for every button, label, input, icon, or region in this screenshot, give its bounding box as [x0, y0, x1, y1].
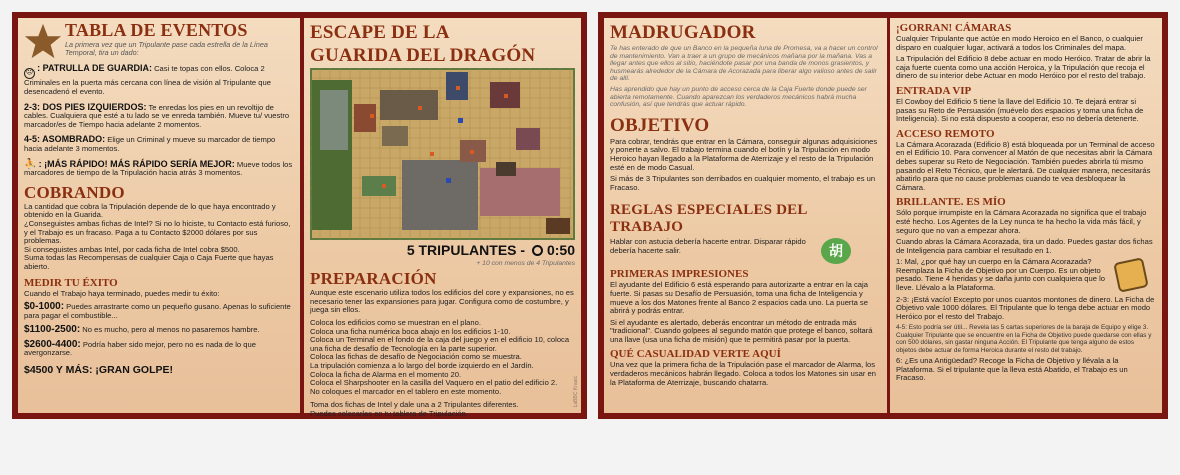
primeras-p1: El ayudante del Edificio 6 está esperando para autorizarte a entrar en la caja fuerte. Si pasas su Desafío de Persuasión, toma una ficha de Inteligencia y mueve a los dos Matones frente al Banco 2 espacios cada uno. La puerta se abrirá y podrás entrar.	[610, 280, 868, 316]
prep-line-2: Coloca una ficha numérica boca abajo en los edificios 1-10.	[310, 326, 511, 336]
prep-line-4: Coloca las fichas de desafío de Negociación como se muestra.	[310, 352, 522, 362]
crew-time: 0:50	[546, 242, 575, 258]
right-column-rules	[890, 18, 1162, 413]
event-2	[24, 103, 294, 130]
left-page	[12, 12, 587, 419]
event-1	[24, 64, 294, 96]
vip-title: ENTRADA VIP	[896, 84, 972, 97]
event-3-text: Elige un Criminal y mueve su marcador de tiempo hacia adelante 3 momentos.	[24, 135, 276, 153]
prep-line-7: Coloca el Sharpshooter en la casilla del Vaquero en el patio del edificio 2.	[310, 378, 558, 388]
speech-badge-icon	[821, 238, 851, 264]
face-icon: ☹	[24, 68, 35, 79]
map-board	[310, 68, 575, 240]
cobrando-line-4: Suma todas las Recompensas de cualquier Caja o Caja Fuerte que hayas abierto.	[24, 253, 274, 271]
prep-line-5: La tripulación comienza a lo largo del borde izquierdo en el Jardín.	[310, 360, 534, 370]
escape-title-line-1: ESCAPE DE LA	[310, 22, 450, 43]
tier-2-text: No es mucho, pero al menos no pasaremos hambre.	[82, 325, 260, 335]
primeras-title: PRIMERAS IMPRESIONES	[610, 268, 749, 281]
objetivo-title: OBJETIVO	[610, 114, 710, 136]
casualidad-p: Una vez que la primera ficha de la Tripulación pase el marcador de Alarma, los verdaderos mecánicos habrán llegado. Coloca a todos los Matones sin usar en la Plataforma de Aterrizaje, buscando chatarra.	[610, 360, 876, 387]
tier-4-amount: $4500 Y MÁS: ¡GRAN GOLPE!	[24, 364, 173, 377]
tier-1	[24, 303, 294, 320]
cobrando-line-2: ¿Conseguistes ambas fichas de Intel? Si no lo hiciste, tu Contacto está furioso, y el Trabajo es un fracaso. Paga a tu Contacto $2000 dólares por sus problemas.	[24, 218, 291, 246]
right-column-main	[604, 18, 887, 413]
event-3	[24, 135, 294, 153]
clock-icon	[532, 245, 543, 256]
exito-intro: Cuando el Trabajo haya terminado, puedes medir tu éxito:	[24, 288, 220, 298]
brillante-r2: 2-3: ¡Está vacío! Excepto por unos cuantos montones de dinero. La Ficha de Objetivo vale 1000 dólares. El Tripulante que lo tenga debe actuar en modo Heróico por el resto del Trabajo.	[896, 294, 1155, 321]
scenario-map	[310, 68, 575, 240]
reglas-intro: Hablar con astucia debería hacerte entrar. Disparar rápido debería hacerte salir.	[610, 237, 806, 255]
casualidad-title: QUÉ CASUALIDAD VERTE AQUÍ	[610, 348, 781, 361]
prep-end-2: Puedes colocarlas en tu tablero de Tripulación.	[310, 408, 468, 418]
objetivo-p2: Si más de 3 Tripulantes son derribados en cualquier momento, el trabajo es un Fracaso.	[610, 174, 876, 192]
brillante-r4: 6: ¿Es una Antigüedad? Recoge la Ficha de Objetivo y llévala a la Plataforma. Si el tripulante que la lleva está Abatido, el Trabajo es un Fracaso.	[896, 356, 1128, 383]
tier-1-text: Puedes arrastrarte como un pequeño gusano. Apenas lo suficiente para pagar el combustible...	[24, 302, 291, 320]
objetivo-p1: Para cobrar, tendrás que entrar en la Cámara, conseguir algunas adquisiciones y ponerte a salvo. El trabajo termina cuando el botín y la Tripulación en modo Heroico hayan llegado a la Plataforma de Aterrizaje y el resto de la Tripulación esté en de modo Casual.	[610, 136, 878, 172]
remoto-p: La Cámara Acorazada (Edificio 8) está bloqueada por un Terminal de acceso en el Edificio 10. Para convencer al Matón de que necesitas abrir la Cámara debes superar su Reto de Negociación. También puedes abrirla tú mismo pasando el Reto Técnico, que le alertará. De cualquier manera, necesitarás abatirlo para que no cause problemas cuando te vea desbloquear la Cámara.	[896, 139, 1155, 192]
madrugador-flavor-1: Te has enterado de que un Banco en la pequeña luna de Promesa, va a hacer un control de mantenimiento. Van a traer a un grupo de mecánicos mañana por la mañana. Vas a llegar antes que ellos al sitio, haciéndote pasar por una banda de monos grasientos, y husmearás alrededor de la Cámara de Acorazada para liberar algo valioso antes de salir de allí.	[610, 45, 878, 83]
cobrando-line-3: Si conseguistes ambas Intel, por cada ficha de Intel cobra $500.	[24, 244, 240, 254]
speech-badge-glyph: 胡	[829, 243, 843, 260]
runner-icon: ⛹	[24, 158, 37, 170]
tier-3-text: Podría haber sido mejor, pero no es nada de lo que avergonzarse.	[24, 339, 256, 358]
right-page	[598, 12, 1168, 419]
event-1-text: Casi te topas con ellos. Coloca 2 Criminales en la puerta más cercana con línea de visión al Tripulante que desencadenó el evento.	[24, 64, 271, 96]
brillante-r3: 4-5: Esto podría ser útil... Revela las 5 cartas superiores de la baraja de Equipo y elige 3. Cualquier Tripulante que se encuentre en la Ficha de Objetivo puede quedarse con ellas y con 500 dólares, sin gastar ninguna Acción. El Tripulante que tenga alguno de estos objetos debe actuar de forma Heroica durante el resto del trabajo.	[896, 324, 1152, 354]
reglas-intro-row	[610, 238, 881, 264]
event-4-text: Mueve todos los marcadores de tiempo de la Tripulación hacia atrás 3 momentos.	[24, 159, 293, 178]
tier-2	[24, 326, 294, 335]
madrugador-title: MADRUGADOR	[610, 22, 756, 43]
body-token-icon	[1113, 257, 1149, 293]
brillante-r1: 1: Mal, ¿por qué hay un cuerpo en la Cámara Acorazada? Reemplaza la Ficha de Objetivo por un Cuerpo. Es un objeto pesado. Tiene 4 heridas y se daña junto con cualquiera que lo lleve. Llévalo a la Plataforma.	[896, 257, 1105, 293]
prep-end	[310, 401, 575, 418]
remoto-title: ACCESO REMOTO	[896, 127, 995, 140]
event-2-text: Te enredas los pies en un revoltijo de cables. Cualquiera que esté a tu lado se ve enreda también. Mueve tu/ vuestro marcador/es de Tiempo hacia adelante 2 momentos.	[24, 102, 290, 129]
tier-2-amount: $1100-2500:	[24, 324, 81, 336]
event-2-label: 2-3: DOS PIES IZQUIERDOS:	[24, 101, 147, 112]
tier-1-amount: $0-1000:	[24, 301, 65, 313]
prep-line-8: No coloques el marcador en el tablero en este momento.	[310, 386, 502, 396]
prep-list	[310, 319, 575, 396]
credit-text: LaBBC Kraaic	[573, 375, 579, 407]
cobrando-title: COBRANDO	[24, 182, 125, 202]
gorra-title: ¡GORRAN! CÁMARAS	[896, 22, 1012, 34]
tier-3	[24, 338, 294, 358]
left-column-escape	[304, 18, 581, 418]
prep-line-3: Coloca un Terminal en el fondo de la caja del juego y en el edificio 10, coloca una ficha de desafío de Tecnología en la parte superior.	[310, 335, 570, 353]
gorra-p2: La Tripulación del Edificio 8 debe actuar en modo Heróico. Tratar de abrir la caja fuerte cuenta como una acción Heroica, y la Tripulación que recoja el dinero de su interior debe Actuar en modo Heróico por el resto del trabajo.	[896, 54, 1151, 81]
event-3-label: 4-5: ASOMBRADO:	[24, 134, 106, 145]
crew-line	[310, 242, 575, 260]
tabla-title: TABLA DE EVENTOS	[65, 20, 248, 40]
event-4-label: : ¡MÁS RÁPIDO! MÁS RÁPIDO SERÍA MEJOR:	[38, 158, 235, 169]
prep-end-1: Toma dos fichas de Intel y dale una a 2 Tripulantes diferentes.	[310, 400, 519, 410]
event-1-label: : PATRULLA DE GUARDIA:	[37, 63, 152, 74]
brillante-p1: Sólo porque irrumpiste en la Cámara Acorazada no significa que el trabajo esté hecho. Los Agentes de la Ley nunca te ha hecho la vida más fácil, y seguro que no van a empezar ahora.	[896, 208, 1147, 235]
madrugador-flavor-2: Has aprendido que hay un punto de acceso cerca de la Caja Fuerte donde puede ser abierta remotamente. Cuando aparezcan los verdaderos mecánicos habrá mucha confusión, así que tendrás que actuar rápido.	[610, 85, 867, 109]
crew-count: 5 TRIPULANTES -	[406, 242, 526, 258]
vip-p: El Cowboy del Edificio 5 tiene la llave del Edificio 10. Te dejará entrar si pasas su Reto de Persuasión (muévelo dos espacios y toma una ficha de Inteligencia). Si no está dispuesto a cooperar, eso no debería detenerte.	[896, 96, 1144, 124]
tier-4	[24, 366, 294, 376]
brillante-title: BRILLANTE. ES MÍO	[896, 196, 1006, 209]
prep-line-6: Coloca la ficha de Alarma en el momento 20.	[310, 369, 462, 379]
prep-title: PREPARACIÓN	[310, 269, 437, 289]
reglas-title: REGLAS ESPECIALES DEL TRABAJO	[610, 202, 807, 236]
cobrando-line-1: La cantidad que cobra la Tripulación depende de lo que haya encontrado y obtenido en la Guarida.	[24, 201, 276, 220]
crew-note: + 10 con menos de 4 Tripulantes	[476, 260, 575, 267]
prep-line-1: Coloca los edificios como se muestran en el plano.	[310, 317, 481, 327]
escape-title-line-2: GUARIDA DEL DRAGÓN	[310, 45, 536, 66]
primeras-p2: Si el ayudante es alertado, deberás encontrar un método de entrada más "tradicional". Cuando golpees al segundo matón que protege el banco, soltará una llave (usa una ficha de misión) que te permitirá pasar por la puerta.	[610, 317, 873, 344]
tier-3-amount: $2600-4400:	[24, 338, 81, 350]
exito-title: MEDIR TU ÉXITO	[24, 276, 118, 289]
brillante-p2: Cuando abras la Cámara Acorazada, tira un dado. Puedes gastar dos fichas de Inteligencia para cambiar el resultado en 1.	[896, 237, 1153, 255]
tabla-header	[24, 22, 294, 60]
brillante-r1-row	[896, 258, 1156, 295]
star-icon	[24, 22, 62, 60]
prep-intro: Aunque este escenario utiliza todos los edificios del core y expansiones, no es necesario tener las expansiones para jugar. Configura como de costumbre, y juega sin ellos.	[310, 288, 574, 315]
event-4	[24, 160, 294, 178]
tabla-intro: La primera vez que un Tripulante pase cada estrella de la Línea Temporal, tira un dado:	[65, 40, 268, 58]
left-column-events	[18, 18, 300, 413]
gorra-p1: Cualquier Tripulante que actúe en modo Heroico en el Banco, o cualquier disparo en cualquier lugar, activará a todos los Criminales del mapa.	[896, 34, 1143, 52]
